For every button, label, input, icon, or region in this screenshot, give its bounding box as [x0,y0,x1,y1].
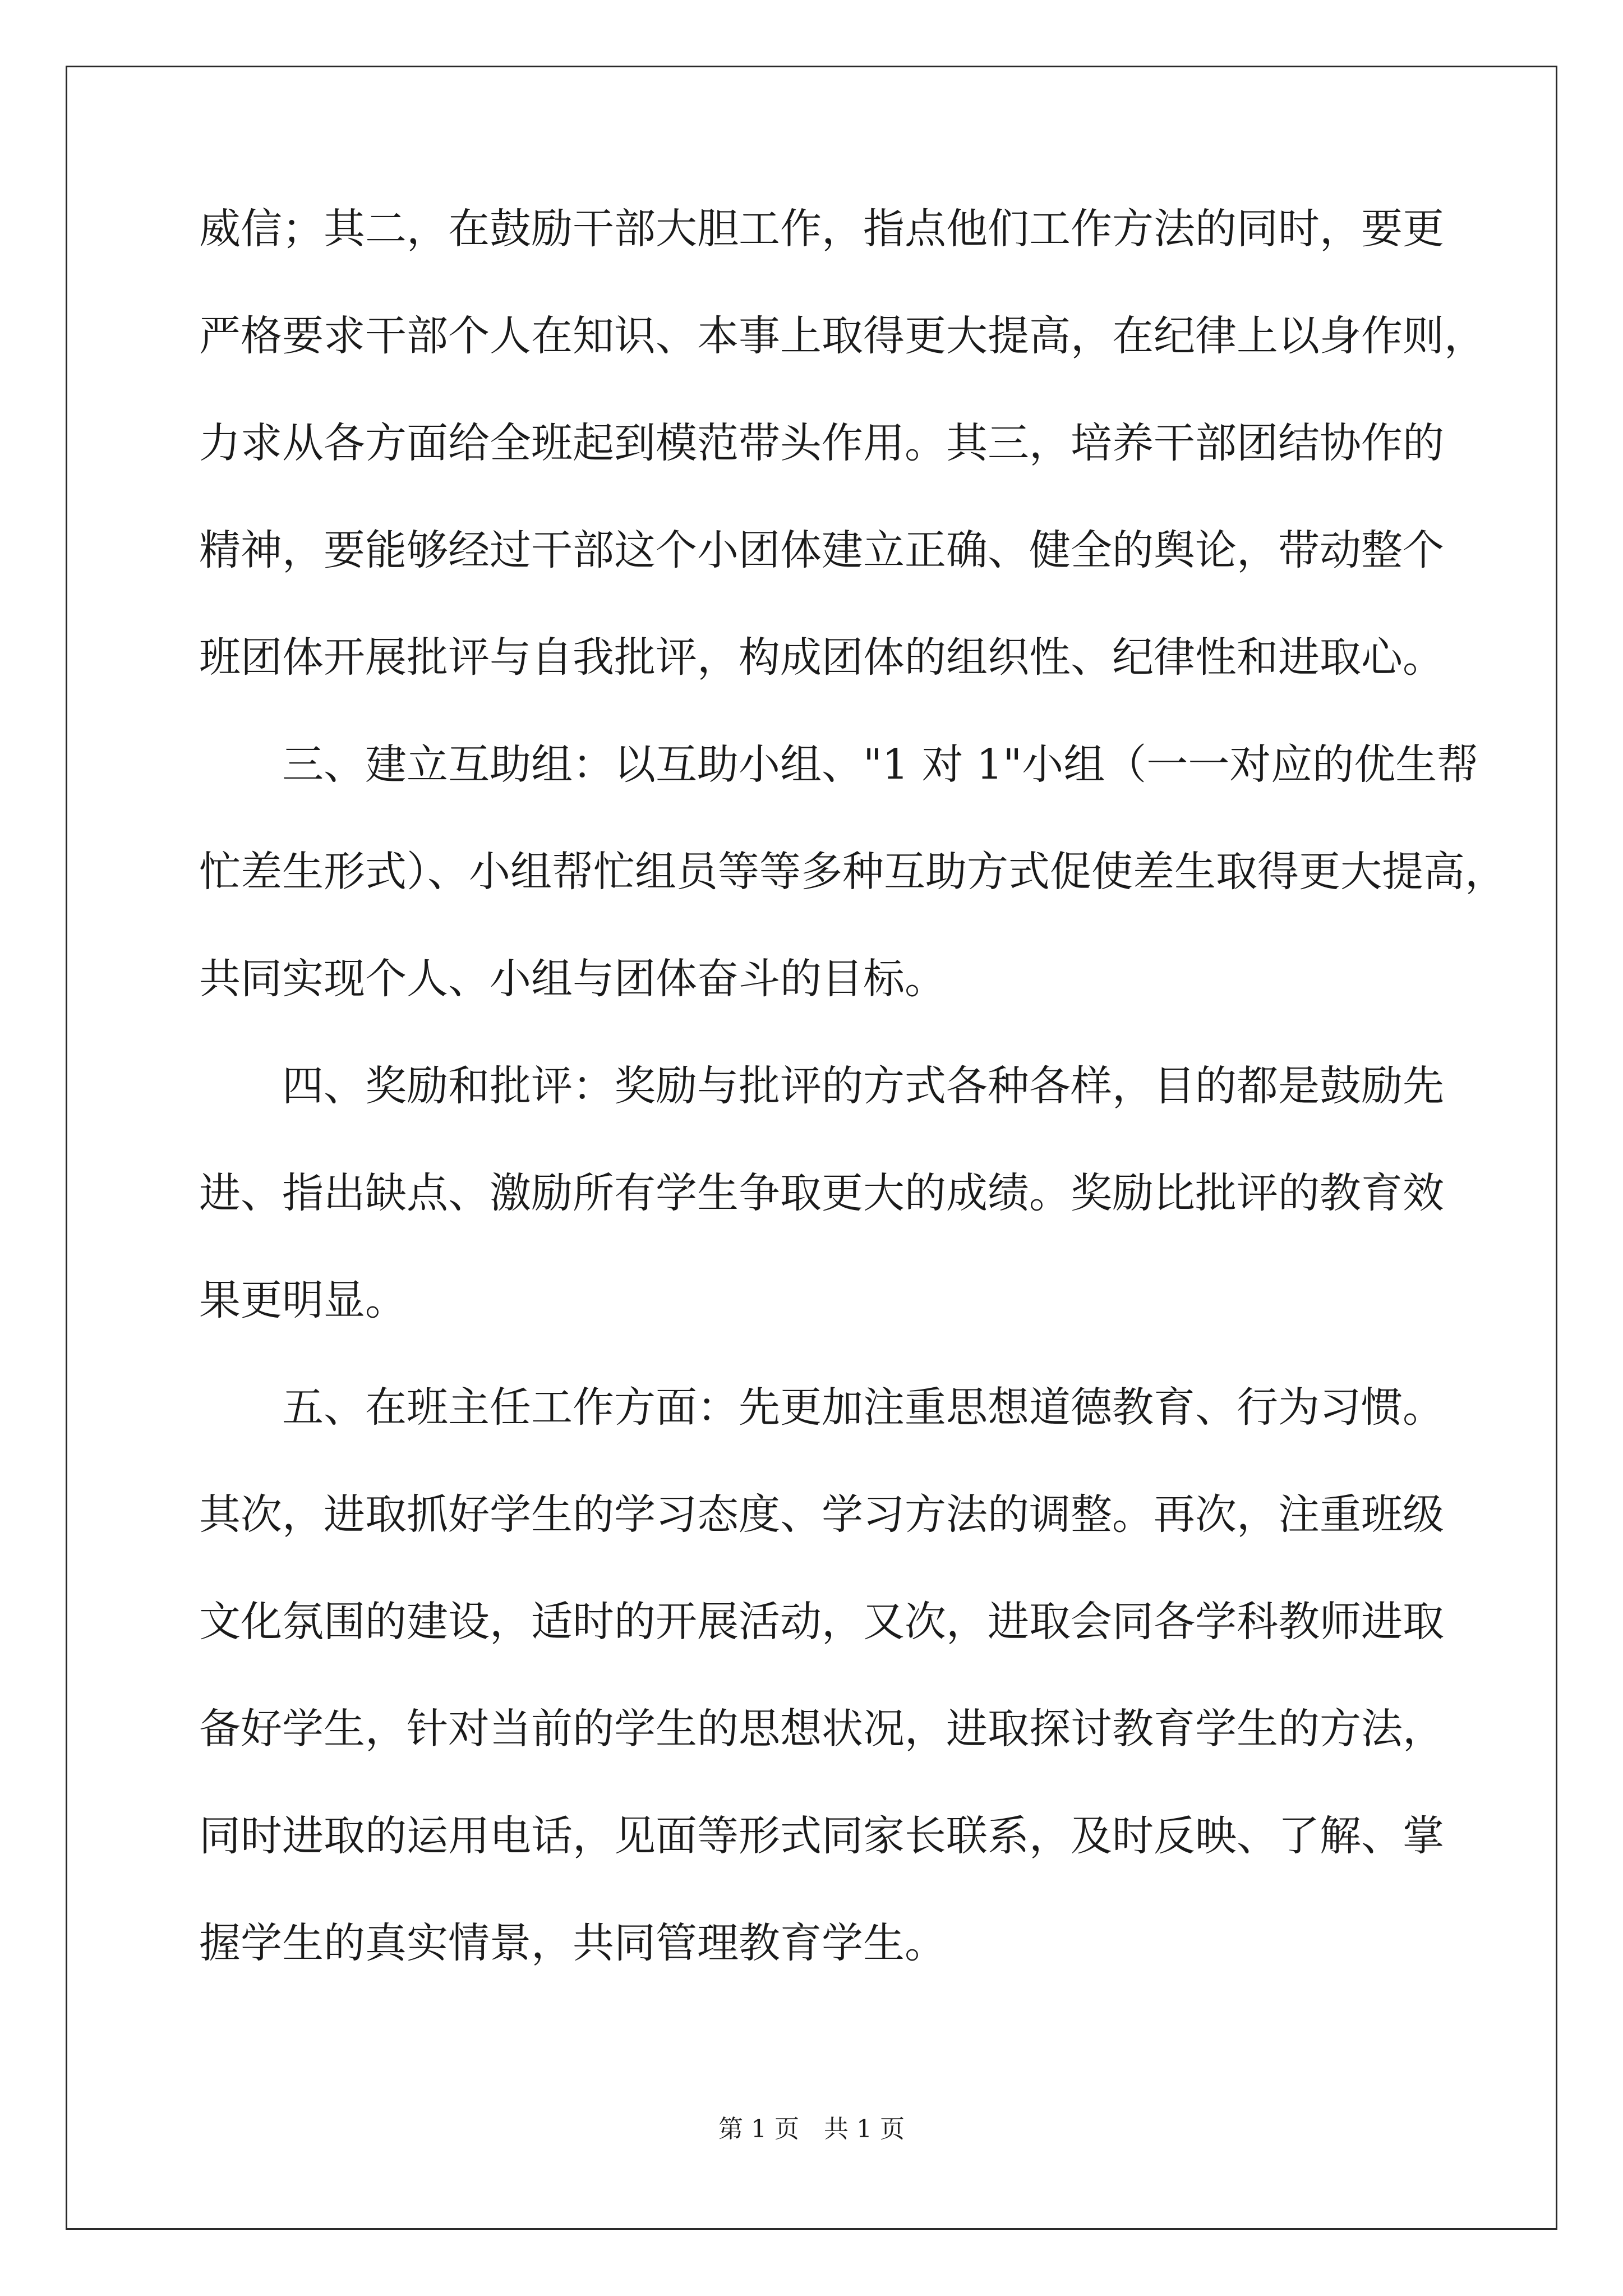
text-line: 忙差生形式）、小组帮忙组员等等多种互助方式促使差生取得更大提高， [199,848,1506,896]
text-line: 四、奖励和批评：奖励与批评的方式各种各样，目的都是鼓励先 [282,1062,1444,1110]
text-line: 力求从各方面给全班起到模范带头作用。其三，培养干部团结协作的 [199,419,1444,467]
text-line: 班团体开展批评与自我批评，构成团体的组织性、纪律性和进取心。 [199,633,1444,682]
page-number-footer: 第 1 页 共 1 页 [718,2115,905,2143]
text-line: 文化氛围的建设，适时的开展活动，又次，进取会同各学科教师进取 [199,1598,1444,1646]
text-line: 精神，要能够经过干部这个小团体建立正确、健全的舆论，带动整个 [199,526,1444,574]
text-line: 威信；其二，在鼓励干部大胆工作，指点他们工作方法的同时，要更 [199,205,1444,253]
document-body [199,202,1506,2023]
text-line: 三、建立互助组：以互助小组、"1 对 1"小组（一一对应的优生帮 [282,740,1479,789]
text-line: 同时进取的运用电话，见面等形式同家长联系，及时反映、了解、掌 [199,1812,1444,1860]
text-line: 握学生的真实情景，共同管理教育学生。 [199,1919,946,1967]
text-line: 五、在班主任工作方面：先更加注重思想道德教育、行为习惯。 [282,1383,1444,1432]
text-line: 备好学生，针对当前的学生的思想状况，进取探讨教育学生的方法， [199,1705,1444,1753]
text-line: 其次，进取抓好学生的学习态度、学习方法的调整。再次，注重班级 [199,1490,1444,1539]
text-line: 共同实现个人、小组与团体奋斗的目标。 [199,955,946,1003]
text-line: 严格要求干部个人在知识、本事上取得更大提高，在纪律上以身作则， [199,312,1486,360]
text-line: 进、指出缺点、激励所有学生争取更大的成绩。奖励比批评的教育效 [199,1169,1444,1217]
text-line: 果更明显。 [199,1276,407,1324]
